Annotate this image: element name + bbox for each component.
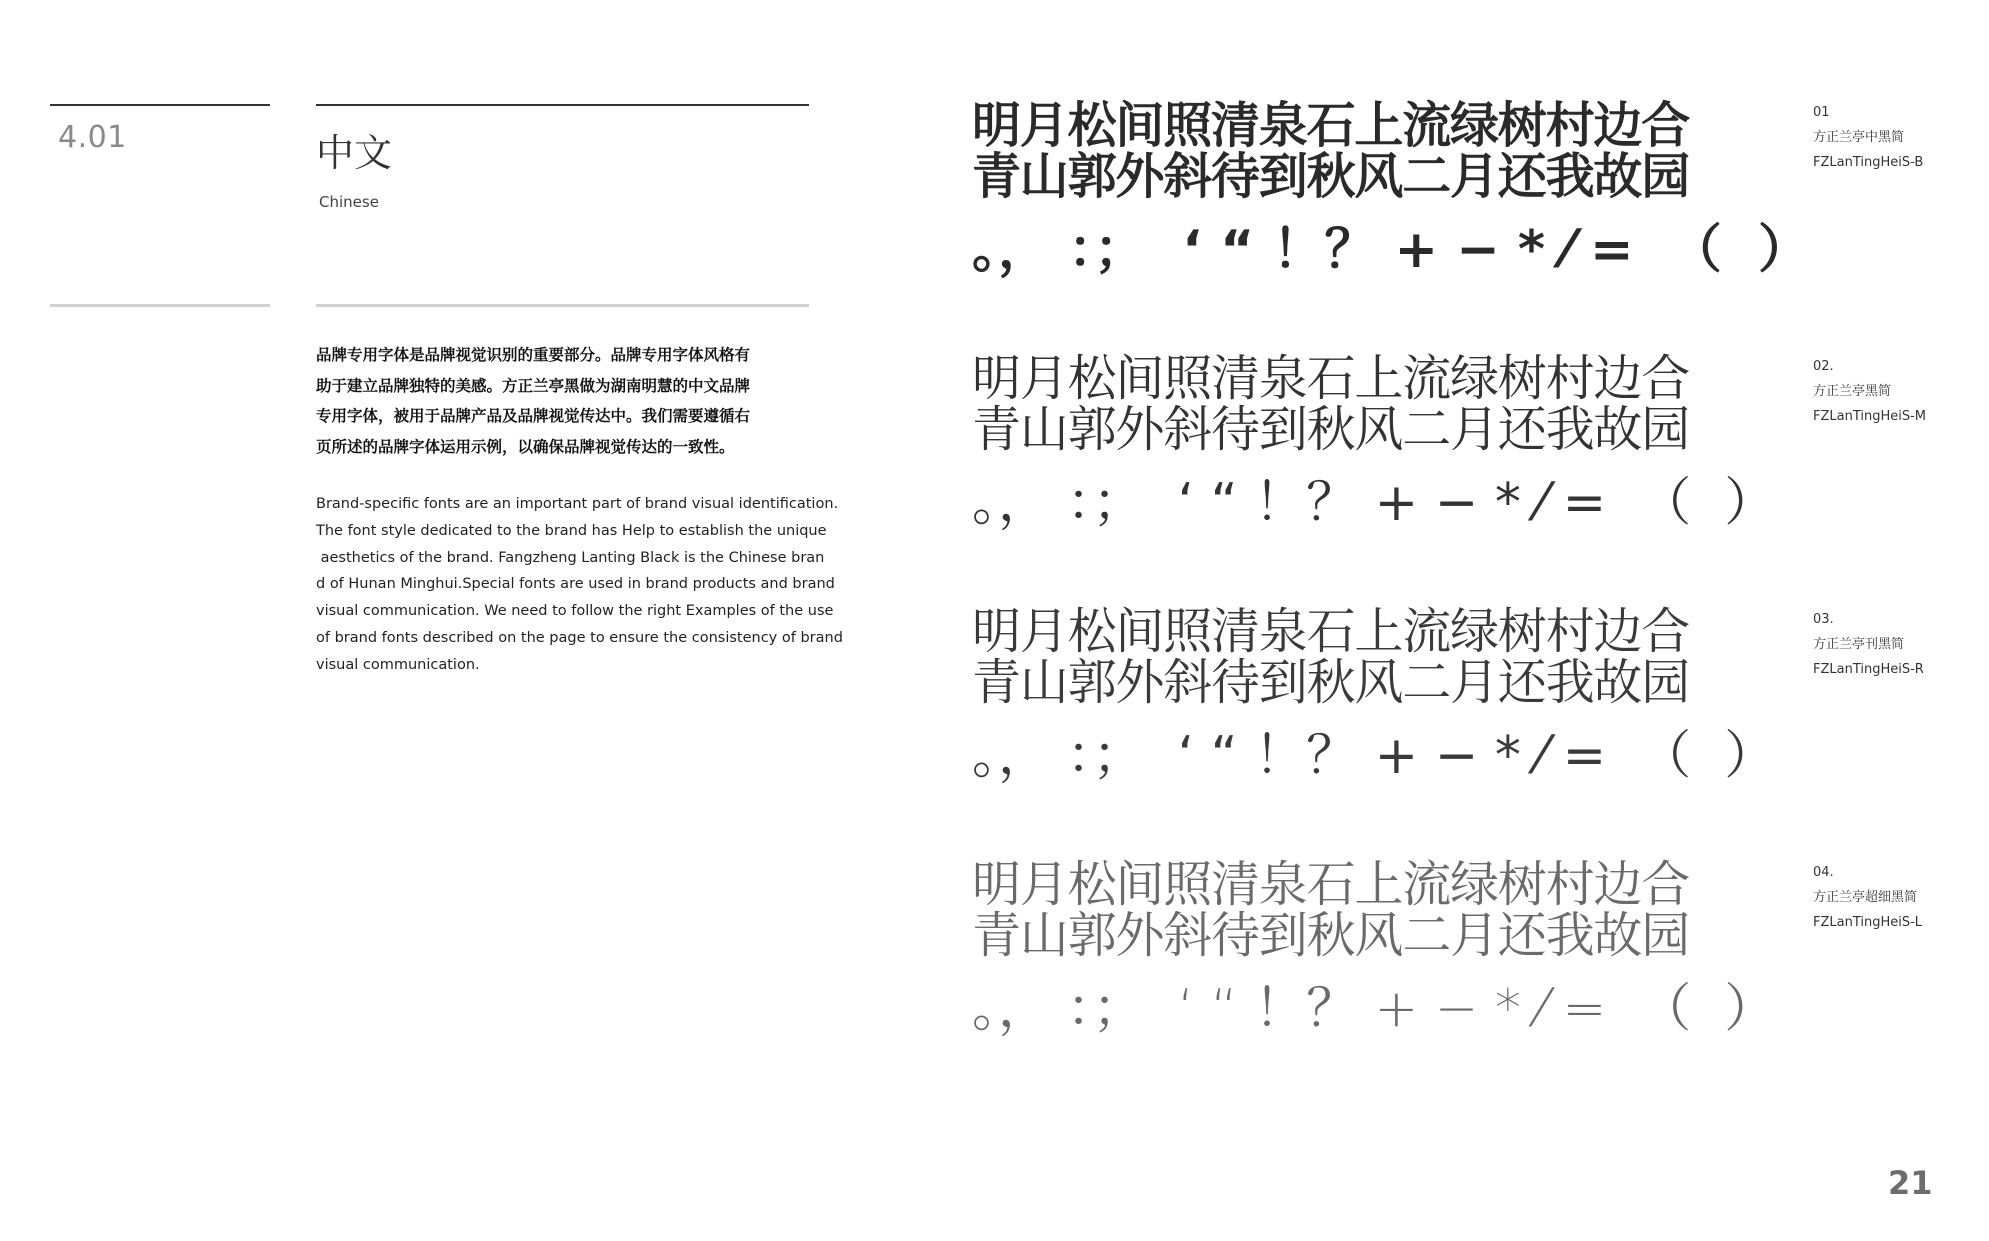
description-english	[316, 491, 843, 679]
sample-text-line: 青山郭外斜待到秋风二月还我故园	[972, 907, 1690, 964]
font-name-cn: 方正兰亭超细黑简	[1813, 890, 1918, 905]
font-number: 03.	[1813, 612, 1834, 627]
sample-text-line: 青山郭外斜待到秋风二月还我故园	[972, 148, 1690, 205]
font-name-en: FZLanTingHeiS-R	[1813, 662, 1924, 677]
font-sample-light	[972, 856, 1777, 1039]
description-cn-line: 助于建立品牌独特的美感。方正兰亭黑做为湖南明慧的中文品牌	[316, 376, 751, 395]
font-sample-bold	[972, 97, 1810, 280]
font-sample-regular	[972, 603, 1777, 786]
page-number: 21	[1888, 1164, 1933, 1202]
description-chinese	[316, 340, 796, 462]
font-number: 04.	[1813, 865, 1834, 880]
description-en-line: visual communication. We need to follow the right Examples of the use	[316, 603, 834, 620]
description-cn-line: 品牌专用字体是品牌视觉识别的重要部分。品牌专用字体风格有	[316, 346, 751, 364]
font-name-cn: 方正兰亭黑简	[1813, 384, 1892, 399]
description-cn-line: 页所述的品牌字体运用示例，以确保品牌视觉传达的一致性。	[316, 437, 735, 456]
left-bottom-rule	[50, 304, 270, 307]
sample-punctuation: 。， ：； ‘ “ ！？ + − * ⁄ = （ ）	[972, 726, 1777, 786]
font-label-light	[1813, 860, 1922, 935]
sample-punctuation: 。， ：； ‘ “ ！？ + − * ⁄ = （ ）	[972, 979, 1777, 1039]
font-name-cn: 方正兰亭刊黑简	[1813, 637, 1905, 652]
sample-text-line: 青山郭外斜待到秋风二月还我故园	[972, 654, 1690, 711]
description-en-line: The font style dedicated to the brand has Help to establish the unique	[316, 522, 827, 539]
sample-text-line: 明月松间照清泉石上流绿树村边合	[972, 856, 1690, 913]
font-name-en: FZLanTingHeiS-B	[1813, 155, 1924, 170]
title-top-rule	[316, 104, 809, 106]
font-sample-medium	[972, 350, 1777, 533]
sample-text-line: 明月松间照清泉石上流绿树村边合	[972, 97, 1690, 154]
title-bottom-rule	[316, 304, 809, 307]
sample-punctuation: 。， ：； ‘ “ ！？ + − * ⁄ = （ ）	[972, 220, 1810, 280]
font-name-en: FZLanTingHeiS-M	[1813, 409, 1927, 424]
font-label-medium	[1813, 354, 1926, 429]
font-label-bold	[1813, 100, 1923, 175]
description-cn-line: 专用字体，被用于品牌产品及品牌视觉传达中。我们需要遵循右	[316, 407, 751, 425]
left-top-rule	[50, 104, 270, 106]
description-en-line: visual communication.	[316, 656, 480, 673]
page-title: 中文	[316, 131, 393, 175]
page-subtitle: Chinese	[319, 193, 379, 211]
description-en-line: Brand-specific fonts are an important part of brand visual identification.	[316, 496, 839, 512]
sample-text-line: 明月松间照清泉石上流绿树村边合	[972, 603, 1690, 660]
description-en-line: d of Hunan Minghui.Special fonts are used in brand products and brand	[316, 576, 835, 593]
description-en-line: of brand fonts described on the page to ensure the consistency of brand	[316, 629, 843, 646]
sample-text-line: 青山郭外斜待到秋风二月还我故园	[972, 401, 1690, 458]
sample-text-line: 明月松间照清泉石上流绿树村边合	[972, 350, 1690, 407]
font-number: 01	[1813, 105, 1830, 120]
font-name-en: FZLanTingHeiS-L	[1813, 915, 1923, 930]
font-number: 02.	[1813, 359, 1834, 374]
description-en-line: aesthetics of the brand. Fangzheng Lanting Black is the Chinese bran	[316, 549, 825, 566]
sample-punctuation: 。， ：； ‘ “ ！？ + − * ⁄ = （ ）	[972, 473, 1777, 533]
font-label-regular	[1813, 607, 1924, 682]
section-number: 4.01	[58, 120, 127, 155]
font-name-cn: 方正兰亭中黑简	[1813, 130, 1905, 145]
